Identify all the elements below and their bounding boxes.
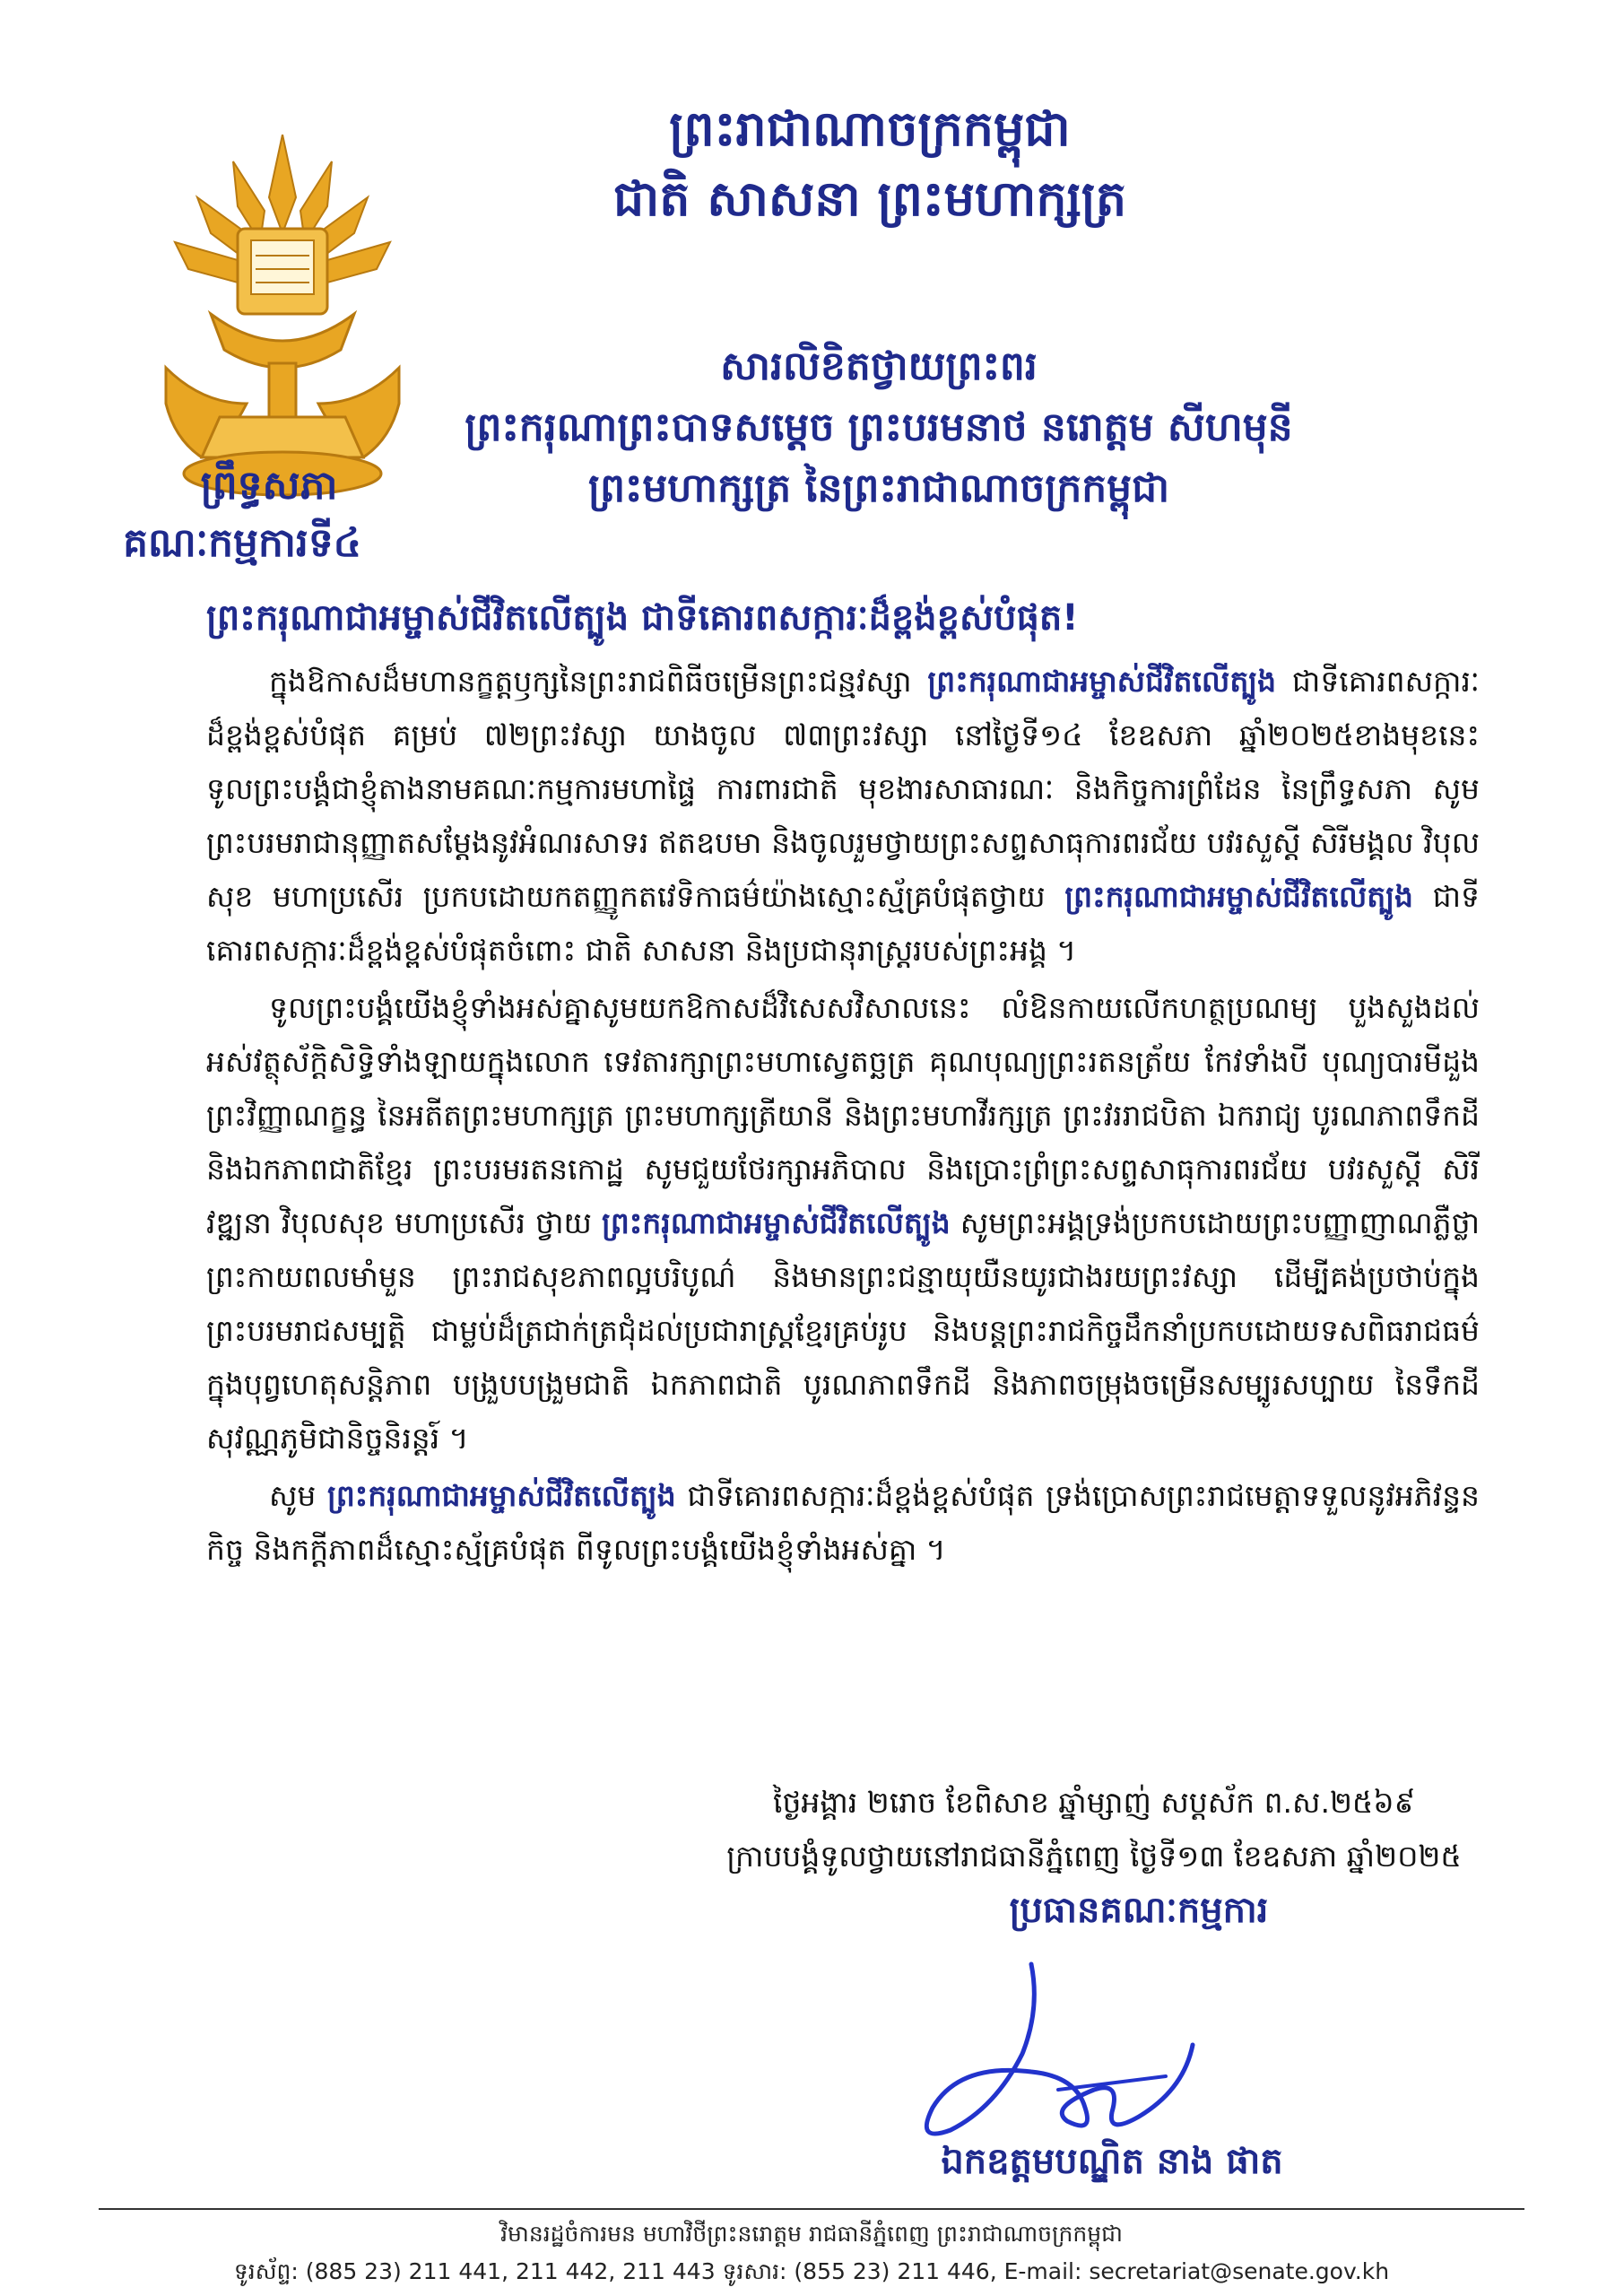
paragraph-3 xyxy=(206,1469,1480,1577)
paragraph-1-text-b: ជាទីគោរពសក្ការៈដ៏ខ្ពង់ខ្ពស់បំផុត គម្រប់ ៧២ព្រះវស្សា យាងចូល ៧៣ព្រះវស្សា នៅថ្ងៃទី១៤ ខែឧសភា ឆ្នាំ២០២៥ខាងមុខនេះ ទូលព្រះបង្គំជាខ្ញុំតាងនាមគណៈកម្មការមហាផ្ទៃ ការពារជាតិ មុខងារសាធារណៈ និងកិច្ចការព្រំដែន នៃព្រឹទ្ធសភា សូមព្រះបរមរាជានុញ្ញាតសម្តែងនូវអំណរសាទរ ឥតឧបមា និងចូលរួមថ្វាយព្រះសព្ទសាធុការពរជ័យ បវរសួស្តី សិរីមង្គល វិបុលសុខ មហាប្រសើរ ប្រកបដោយកតញ្ញូកតវេទិកាធម៌យ៉ាងស្មោះស្ម័គ្របំផុតថ្វាយ xyxy=(206,664,1480,914)
paragraph-2-text-b: សូមព្រះអង្គទ្រង់ប្រកបដោយព្រះបញ្ញាញាណភ្លឺថ្លា ព្រះកាយពលមាំមួន ព្រះរាជសុខភាពល្អបរិបូណ៌ និងមានព្រះជន្មាយុយឺនយូរជាងរយព្រះវស្សា ដើម្បីគង់ប្រថាប់ក្នុងព្រះបរមរាជសម្បត្តិ ជាម្លប់ដ៏ត្រជាក់ត្រជុំដល់ប្រជារាស្ត្រខ្មែរគ្រប់រូប និងបន្តព្រះរាជកិច្ចដឹកនាំប្រកបដោយទសពិធរាជធម៌ក្នុងបុព្វហេតុសន្តិភាព បង្រួបបង្រួមជាតិ ឯកភាពជាតិ បូរណភាពទឹកដី និងភាពចម្រុងចម្រើនសម្បូរសប្បាយ នៃទឹកដីសុវណ្ណភូមិជានិច្ចនិរន្តរ៍ ។ xyxy=(206,1205,1480,1456)
footer-contact: ទូរស័ព្ទ: (885 23) 211 441, 211 442, 211 443 ទូរសារ: (855 23) 211 446, E-mail: secretariat@senate.gov.kh xyxy=(233,2258,1390,2284)
title-line-1: សារលិខិតថ្វាយព្រះពរ xyxy=(720,344,1038,389)
kingdom-name: ព្រះរាជាណាចក្រកម្ពុជា xyxy=(669,100,1071,157)
kingdom-heading xyxy=(466,94,1273,234)
signatory-title: ប្រធានគណៈកម្មការ xyxy=(1009,1890,1269,1931)
footer xyxy=(99,2215,1524,2291)
paragraph-1-text-c: ជាទីគោរពសក្ការៈដ៏ខ្ពង់ខ្ពស់បំផុតចំពោះ ជាតិ សាសនា និងប្រជានុរាស្ត្ររបស់ព្រះអង្គ ។ xyxy=(206,879,1481,968)
title-line-2: ព្រះករុណាព្រះបាទសម្តេច ព្រះបរមនាថ នរោត្តម សីហមុនី xyxy=(465,404,1293,450)
footer-divider xyxy=(99,2208,1524,2210)
issuer-block xyxy=(54,457,430,572)
date-block xyxy=(699,1776,1489,1883)
national-motto: ជាតិ សាសនា ព្រះមហាក្សត្រ xyxy=(612,170,1127,227)
letterhead xyxy=(0,0,1624,628)
paragraph-3-text-b: ជាទីគោរពសក្ការៈដ៏ខ្ពង់ខ្ពស់បំផុត ទ្រង់ប្រោសព្រះរាជមេត្តាទទួលនូវអភិវន្ទនកិច្ច និងកក្តីភាពដ៏ស្មោះស្ម័គ្របំផុត ពីទូលព្រះបង្គំយើងខ្ញុំទាំងអស់គ្នា ។ xyxy=(206,1478,1481,1567)
title-line-3: ព្រះមហាក្សត្រ នៃព្រះរាជាណាចក្រកម្ពុជា xyxy=(587,465,1170,511)
message-title xyxy=(377,336,1381,519)
letter-body xyxy=(206,655,1480,1580)
salutation: ព្រះករុណាជាអម្ចាស់ជីវិតលើត្បូង ជាទីគោរពសក្ការៈដ៏ខ្ពង់ខ្ពស់បំផុត! xyxy=(206,597,1079,639)
handwritten-signature-icon xyxy=(897,1955,1309,2152)
paragraph-2-text-a: ទូលព្រះបង្គំយើងខ្ញុំទាំងអស់គ្នាសូមយកឱកាសដ៏វិសេសវិសាលនេះ លំឱនកាយលើកហត្ថប្រណម្យ បួងសួងដល់អស់វត្ថុស័ក្តិសិទ្ធិទាំងឡាយក្នុងលោក ទេវតារក្សាព្រះមហាស្វេតច្ឆត្រ គុណបុណ្យព្រះរតនត្រ័យ កែវទាំងបី បុណ្យបារមីដួងព្រះវិញ្ញាណក្ខន្ធ នៃអតីតព្រះមហាក្សត្រ ព្រះមហាក្សត្រីយានី និងព្រះមហាវីរក្សត្រ ព្រះវររាជបិតា ឯករាជ្យ បូរណភាពទឹកដី និងឯកភាពជាតិខ្មែរ ព្រះបរមរតនកោដ្ឋ សូមជួយថែរក្សាអភិបាល និងប្រោះព្រំព្រះសព្ទសាធុការពរជ័យ បវរសួស្តី សិរីវឌ្ឍនា វិបុលសុខ មហាប្រសើរ ថ្វាយ xyxy=(206,990,1480,1240)
solar-date: ក្រាបបង្គំទូលថ្វាយនៅរាជធានីភ្នំពេញ ថ្ងៃទី១៣ ខែឧសភា ឆ្នាំ២០២៥ xyxy=(726,1839,1462,1874)
footer-address: វិមានរដ្ឋចំការមន មហាវិថីព្រះនរោត្តម រាជធានីភ្នំពេញ ព្រះរាជាណាចក្រកម្ពុជា xyxy=(500,2221,1123,2247)
paragraph-3-text-a: សូម xyxy=(269,1478,328,1513)
paragraph-2 xyxy=(206,981,1480,1465)
paragraph-2-king-title: ព្រះករុណាជាអម្ចាស់ជីវិតលើត្បូង xyxy=(602,1205,951,1240)
commission-name: គណៈកម្មការទី៤ xyxy=(123,520,361,566)
paragraph-1 xyxy=(206,655,1480,978)
paragraph-3-king-title: ព្រះករុណាជាអម្ចាស់ជីវិតលើត្បូង xyxy=(327,1478,676,1513)
paragraph-1-text-a: ក្នុងឱកាសដ៏មហានក្ខត្តឫក្សនៃព្រះរាជពិធីចម្រើនព្រះជន្មវស្សា xyxy=(269,664,928,699)
senate-name: ព្រឹទ្ធសភា xyxy=(200,463,338,509)
paragraph-1-king-title-2: ព្រះករុណាជាអម្ចាស់ជីវិតលើត្បូង xyxy=(1064,879,1413,914)
signatory-name: ឯកឧត្តមបណ្ឌិត នាង ផាត xyxy=(941,2141,1283,2182)
lunar-date: ថ្ងៃអង្គារ ២រោច ខែពិសាខ ឆ្នាំម្សាញ់ សប្តស័ក ព.ស.២៥៦៩ xyxy=(772,1785,1416,1820)
paragraph-1-king-title: ព្រះករុណាជាអម្ចាស់ជីវិតលើត្បូង xyxy=(927,664,1277,699)
